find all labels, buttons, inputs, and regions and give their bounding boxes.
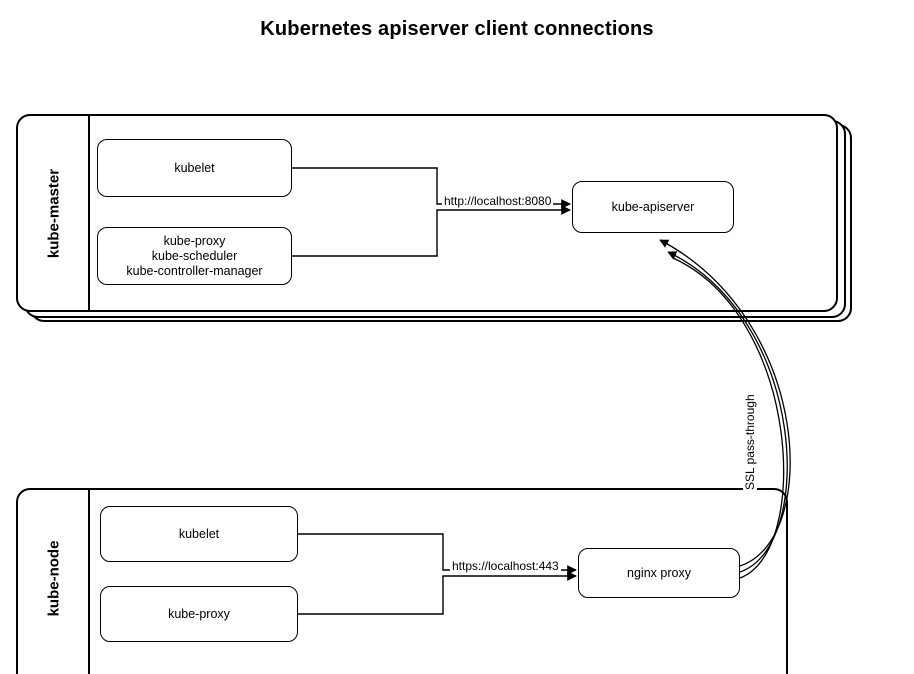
node-label-line-3: kube-controller-manager xyxy=(126,263,263,278)
kube-master-label: kube-master xyxy=(45,168,63,259)
node-master-kubelet[interactable] xyxy=(97,139,292,197)
kube-master-divider xyxy=(88,114,90,312)
node-label: kubelet xyxy=(178,526,220,541)
edge-label-https-localhost: https://localhost:443 xyxy=(452,559,559,573)
node-label-line-2: kube-scheduler xyxy=(151,248,238,263)
kube-node-label: kube-node xyxy=(45,540,63,617)
node-nginx-proxy[interactable] xyxy=(578,548,740,598)
node-master-control-plane[interactable] xyxy=(97,227,292,285)
edge-label-http-localhost: http://localhost:8080 xyxy=(444,194,552,208)
kube-node-divider xyxy=(88,488,90,674)
node-label: kubelet xyxy=(174,160,215,175)
node-label: nginx proxy xyxy=(627,565,691,580)
page-title: Kubernetes apiserver client connections xyxy=(260,18,654,40)
node-node-kube-proxy[interactable] xyxy=(100,586,298,642)
node-label-line-1: kube-proxy xyxy=(163,233,226,248)
node-node-kubelet[interactable] xyxy=(100,506,298,562)
node-kube-apiserver[interactable] xyxy=(572,181,734,233)
node-label: kube-proxy xyxy=(168,606,230,621)
edge-label-ssl-pass-through: SSL pass-through xyxy=(743,394,757,490)
node-label: kube-apiserver xyxy=(611,199,695,214)
